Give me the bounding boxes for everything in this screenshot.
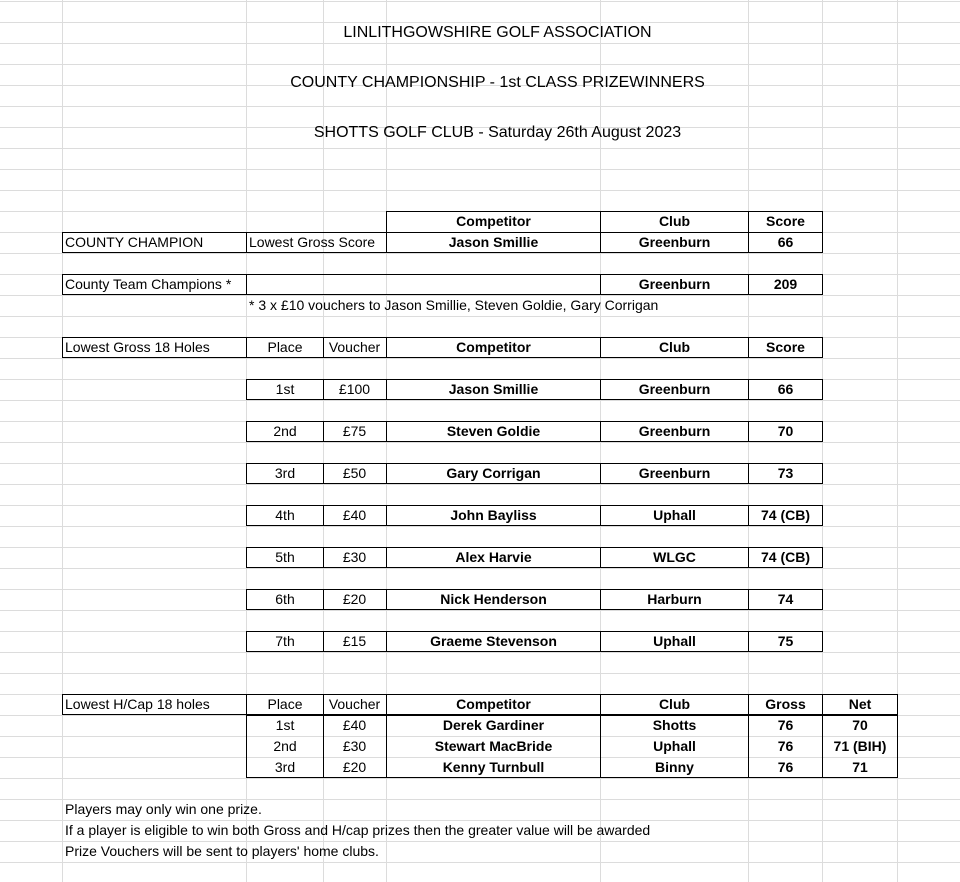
handicap-row-club: Shotts — [652, 717, 697, 733]
team-label: County Team Champions * — [65, 276, 232, 292]
champion-sublabel: Lowest Gross Score — [249, 234, 376, 250]
cell-border — [386, 547, 387, 568]
title-venue: SHOTTS GOLF CLUB - Saturday 26th August 2023 — [313, 124, 682, 141]
cell-border — [748, 694, 749, 778]
title-championship: COUNTY CHAMPIONSHIP - 1st CLASS PRIZEWINNERS — [290, 74, 705, 91]
gross-row-place: 7th — [275, 633, 295, 649]
gross-row-club: Greenburn — [638, 465, 711, 481]
champion-header-club: Club — [658, 213, 691, 229]
gross-row-club: Uphall — [653, 633, 696, 649]
cell-border — [323, 421, 324, 442]
handicap-row-gross: 76 — [777, 759, 794, 775]
handicap-row-net: 70 — [852, 717, 868, 733]
gross-row-competitor: Gary Corrigan — [446, 465, 541, 481]
cell-border — [600, 337, 601, 358]
gross-row-score: 74 (CB) — [760, 549, 810, 565]
cell-border — [748, 631, 749, 652]
cell-border — [748, 421, 749, 442]
handicap-row-competitor: Derek Gardiner — [442, 717, 545, 733]
cell-border — [386, 694, 387, 778]
gross-row-club: Greenburn — [638, 423, 711, 439]
handicap-row-club: Binny — [655, 759, 694, 775]
cell-border — [323, 337, 324, 358]
handicap-row-place: 2nd — [273, 738, 297, 754]
note-one-prize: Players may only win one prize. — [65, 801, 262, 817]
gross-row-competitor: Steven Goldie — [446, 423, 541, 439]
gross-row-place: 5th — [275, 549, 295, 565]
gross-row-score: 75 — [777, 633, 794, 649]
cell-border — [386, 589, 387, 610]
cell-border — [600, 463, 601, 484]
handicap-header-competitor: Competitor — [456, 696, 531, 712]
gross-row-score: 70 — [777, 423, 794, 439]
cell-border — [323, 505, 324, 526]
gross-row-voucher: £30 — [342, 549, 367, 565]
gross-row-club: WLGC — [653, 549, 696, 565]
cell-border — [386, 232, 823, 233]
gross-row-club: Harburn — [647, 591, 702, 607]
champion-competitor: Jason Smillie — [448, 234, 539, 250]
cell-border — [323, 379, 324, 400]
cell-border — [600, 505, 601, 526]
gross-row-competitor: John Bayliss — [450, 507, 537, 523]
cell-border — [748, 589, 749, 610]
cell-border — [386, 337, 387, 358]
cell-border — [323, 547, 324, 568]
handicap-row-competitor: Stewart MacBride — [434, 738, 553, 754]
gross-row-voucher: £15 — [342, 633, 367, 649]
gross-header-place: Place — [267, 339, 303, 355]
handicap-row-net: 71 (BIH) — [833, 738, 887, 754]
team-score: 209 — [773, 276, 798, 292]
cell-border — [323, 463, 324, 484]
note-vouchers-sent: Prize Vouchers will be sent to players' home clubs. — [65, 843, 379, 859]
gross-row-score: 73 — [777, 465, 794, 481]
gross-header-voucher: Voucher — [328, 339, 381, 355]
gross-header-competitor: Competitor — [456, 339, 531, 355]
cell-border — [748, 379, 749, 400]
gross-row-voucher: £75 — [342, 423, 367, 439]
gross-row-competitor: Jason Smillie — [448, 381, 539, 397]
cell-border — [386, 379, 387, 400]
gross-row-score: 74 — [777, 591, 794, 607]
handicap-row-gross: 76 — [777, 717, 794, 733]
champion-header-competitor: Competitor — [456, 213, 531, 229]
cell-border — [748, 463, 749, 484]
handicap-header-place: Place — [267, 696, 303, 712]
gross-row-competitor: Graeme Stevenson — [430, 633, 557, 649]
gross-row-competitor: Alex Harvie — [455, 549, 532, 565]
cell-border — [323, 631, 324, 652]
handicap-row-voucher: £40 — [342, 717, 367, 733]
cell-border — [600, 421, 601, 442]
gross-row-club: Uphall — [653, 507, 696, 523]
cell-border — [600, 379, 601, 400]
handicap-header-gross: Gross — [765, 696, 806, 712]
handicap-label: Lowest H/Cap 18 holes — [65, 696, 210, 712]
handicap-row-net: 71 — [852, 759, 868, 775]
cell-border — [386, 505, 387, 526]
team-note: * 3 x £10 vouchers to Jason Smillie, Steven Goldie, Gary Corrigan — [249, 297, 659, 313]
cell-border — [748, 337, 749, 358]
gross-row-place: 6th — [275, 591, 295, 607]
gross-row-place: 3rd — [274, 465, 296, 481]
gross-row-score: 74 (CB) — [760, 507, 810, 523]
gross-row-voucher: £20 — [342, 591, 367, 607]
title-association: LINLITHGOWSHIRE GOLF ASSOCIATION — [343, 24, 652, 41]
handicap-header-voucher: Voucher — [328, 696, 381, 712]
handicap-row-competitor: Kenny Turnbull — [442, 759, 545, 775]
champion-club: Greenburn — [638, 234, 711, 250]
gross-row-competitor: Nick Henderson — [440, 591, 547, 607]
cell-border — [600, 631, 601, 652]
handicap-row-voucher: £20 — [342, 759, 367, 775]
champion-score: 66 — [777, 234, 794, 250]
cell-border — [748, 505, 749, 526]
cell-border — [246, 337, 247, 358]
gross-row-score: 66 — [777, 381, 794, 397]
gross-row-club: Greenburn — [638, 381, 711, 397]
cell-border — [748, 274, 749, 295]
note-greater-value: If a player is eligible to win both Gross and H/cap prizes then the greater value will be awarded — [65, 822, 651, 838]
cell-border — [323, 589, 324, 610]
cell-border — [600, 694, 601, 778]
cell-border — [386, 421, 387, 442]
handicap-row-gross: 76 — [777, 738, 794, 754]
cell-border — [386, 463, 387, 484]
cell-border — [246, 274, 247, 295]
handicap-header-club: Club — [658, 696, 691, 712]
cell-border — [246, 694, 247, 778]
champion-header-score: Score — [766, 213, 805, 229]
gross-row-place: 1st — [275, 381, 295, 397]
handicap-header-net: Net — [848, 696, 872, 712]
gross-header-club: Club — [658, 339, 691, 355]
champion-label: COUNTY CHAMPION — [65, 234, 204, 250]
handicap-row-voucher: £30 — [342, 738, 367, 754]
gross-row-place: 2nd — [273, 423, 297, 439]
handicap-row-place: 3rd — [274, 759, 296, 775]
cell-border — [600, 547, 601, 568]
gross-row-voucher: £50 — [342, 465, 367, 481]
gross-header-score: Score — [766, 339, 805, 355]
team-club: Greenburn — [638, 276, 711, 292]
cell-border — [323, 694, 324, 778]
cell-border — [748, 547, 749, 568]
handicap-row-club: Uphall — [653, 738, 696, 754]
gross-label: Lowest Gross 18 Holes — [65, 339, 210, 355]
cell-border — [600, 589, 601, 610]
gross-row-voucher: £40 — [342, 507, 367, 523]
handicap-row-place: 1st — [275, 717, 295, 733]
cell-border — [822, 694, 823, 778]
gross-row-voucher: £100 — [338, 381, 371, 397]
gross-row-place: 4th — [275, 507, 295, 523]
cell-border — [386, 631, 387, 652]
